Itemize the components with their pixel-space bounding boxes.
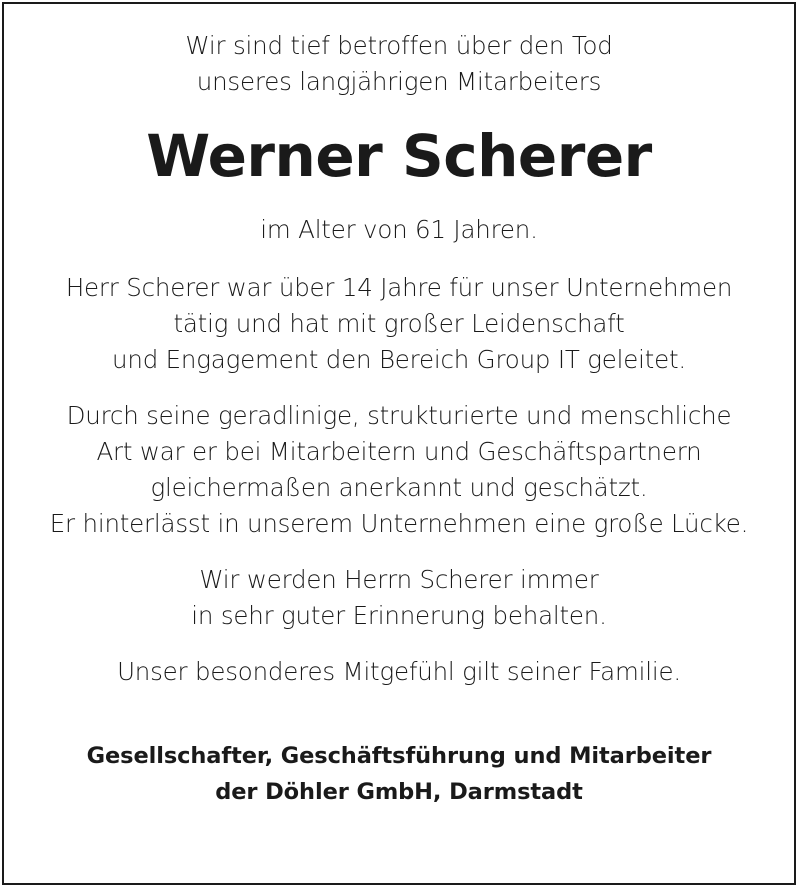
- paragraph-career: [4, 270, 794, 378]
- paragraph-line: Herr Scherer war über 14 Jahre für unser Unternehmen: [65, 273, 733, 302]
- paragraph-line: und Engagement den Bereich Group IT geleitet.: [112, 345, 686, 374]
- paragraph-line: in sehr guter Erinnerung behalten.: [191, 601, 607, 630]
- paragraph-line: tätig und hat mit großer Leidenschaft: [173, 309, 625, 338]
- paragraph-sympathy: [4, 654, 794, 690]
- signature-line: Gesellschafter, Geschäftsführung und Mitarbeiter: [86, 743, 712, 769]
- signature-line: der Döhler GmbH, Darmstadt: [215, 779, 583, 805]
- paragraph-line: gleichermaßen anerkannt und geschätzt.: [150, 473, 648, 502]
- obituary-frame: [2, 2, 796, 885]
- intro-block: [4, 28, 794, 100]
- paragraph-remembrance: [4, 562, 794, 634]
- paragraph-line: Art war er bei Mitarbeitern und Geschäftspartnern: [96, 437, 702, 466]
- deceased-name: Werner Scherer: [146, 122, 652, 190]
- intro-line: Wir sind tief betroffen über den Tod: [185, 31, 613, 60]
- paragraph-line: Unser besonderes Mitgefühl gilt seiner Familie.: [117, 657, 681, 686]
- paragraph-line: Durch seine geradlinige, strukturierte und menschliche: [66, 401, 732, 430]
- age-line: im Alter von 61 Jahren.: [260, 215, 538, 244]
- obituary-content: [4, 4, 794, 810]
- signature-block: [4, 738, 794, 810]
- paragraph-line: Wir werden Herrn Scherer immer: [199, 565, 599, 594]
- intro-line: unseres langjährigen Mitarbeiters: [196, 67, 602, 96]
- paragraph-line: Er hinterlässt in unserem Unternehmen eine große Lücke.: [49, 509, 749, 538]
- paragraph-character: [4, 398, 794, 542]
